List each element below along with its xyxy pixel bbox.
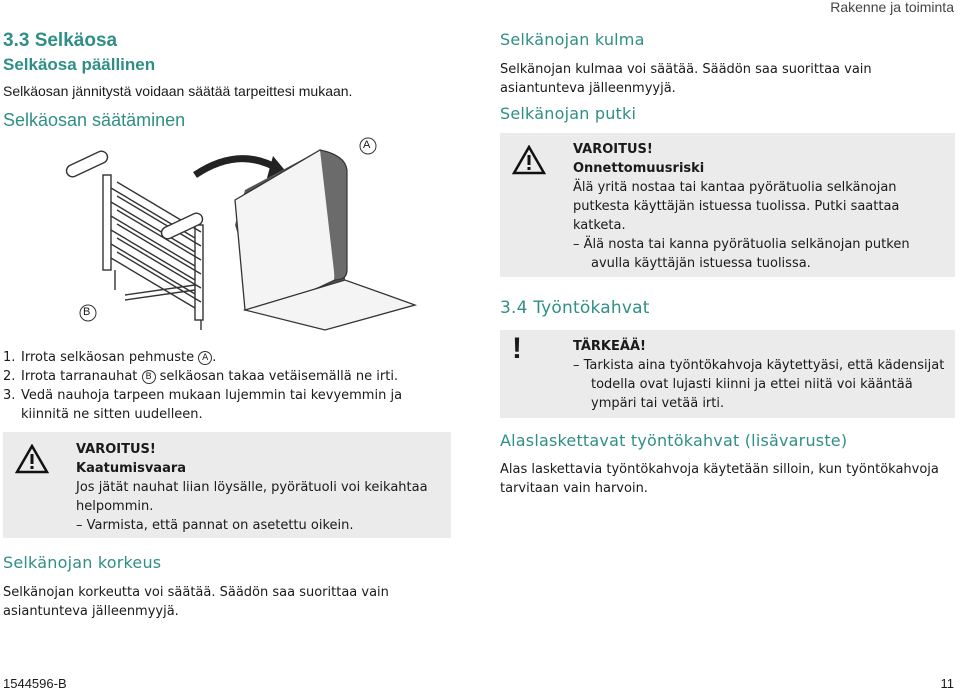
important-title: TÄRKEÄÄ! [573,339,646,354]
warning-subtitle: Onnettomuusriski [573,161,705,176]
paragraph: Selkänojan korkeutta voi säätää. Säädön saa suorittaa vain asiantunteva jälleenmyyjä. [3,585,389,619]
running-header: Rakenne ja toiminta [830,0,954,15]
paragraph: Selkänojan kulmaa voi säätää. Säädön saa suorittaa vain asiantunteva jälleenmyyjä. [500,62,872,96]
warning-bullet: – Älä nosta tai kanna pyörätuolia selkänojan putken avulla käyttäjän istuessa tuolissa. [573,237,910,271]
important-box [500,330,955,418]
warning-box [3,432,451,538]
section-title: 3.3 Selkäosa [3,30,118,51]
section-title: 3.4 Työntökahvat [500,298,650,318]
paragraph: Selkäosan jännitystä voidaan säätää tarpeittesi mukaan. [3,83,353,99]
subsection-title: Selkänojan putki [500,104,637,123]
list-item: 1. Irrota selkäosan pehmuste A . [3,350,217,365]
figure-label-a: A [363,139,371,151]
important-bullet: – Tarkista aina työntökahvoja käytettyäsi, että kädensijat todella ovat lujasti kiinni ja ettei niitä voi kääntää ympäri tai vetää irti. [573,358,945,411]
page-number: 11 [940,676,954,691]
warning-icon [15,444,49,479]
warning-subtitle: Kaatumisvaara [76,461,187,476]
list-item: 2. Irrota tarranauhat B selkäosan takaa vetäisemällä ne irti. [3,369,399,384]
subsection-title: Alaslaskettavat työntökahvat (lisävaruste) [500,431,848,450]
subsection-title: Selkänojan kulma [500,30,645,49]
warning-box [500,133,955,277]
subsection-title: Selkänojan korkeus [3,553,162,572]
steps-list [3,348,453,424]
document-id: 1544596-B [3,676,67,691]
list-item: 3. Vedä nauhoja tarpeen mukaan lujemmin tai kevyemmin ja kiinnitä ne sitten uudelleen. [3,388,403,422]
exclamation-icon: ! [512,332,522,365]
subsection-title: Selkäosan säätäminen [3,110,186,130]
warning-bullet: – Varmista, että pannat on asetettu oikein. [76,518,354,533]
backrest-illustration [55,130,455,335]
warning-text: Älä yritä nostaa tai kantaa pyörätuolia selkänojan putkesta käyttäjän istuessa tuolissa. Putki saattaa katketa. [573,180,900,233]
warning-title: VAROITUS! [76,442,156,457]
warning-icon [512,145,546,180]
warning-title: VAROITUS! [573,142,653,157]
warning-text: Jos jätät nauhat liian löysälle, pyörätuoli voi keikahtaa helpommin. [76,480,428,514]
subsection-title: Selkäosa päällinen [3,55,156,74]
figure-label-b: B [83,306,91,318]
paragraph: Alas laskettavia työntökahvoja käytetään silloin, kun työntökahvoja tarvitaan vain harvoin. [500,462,939,496]
